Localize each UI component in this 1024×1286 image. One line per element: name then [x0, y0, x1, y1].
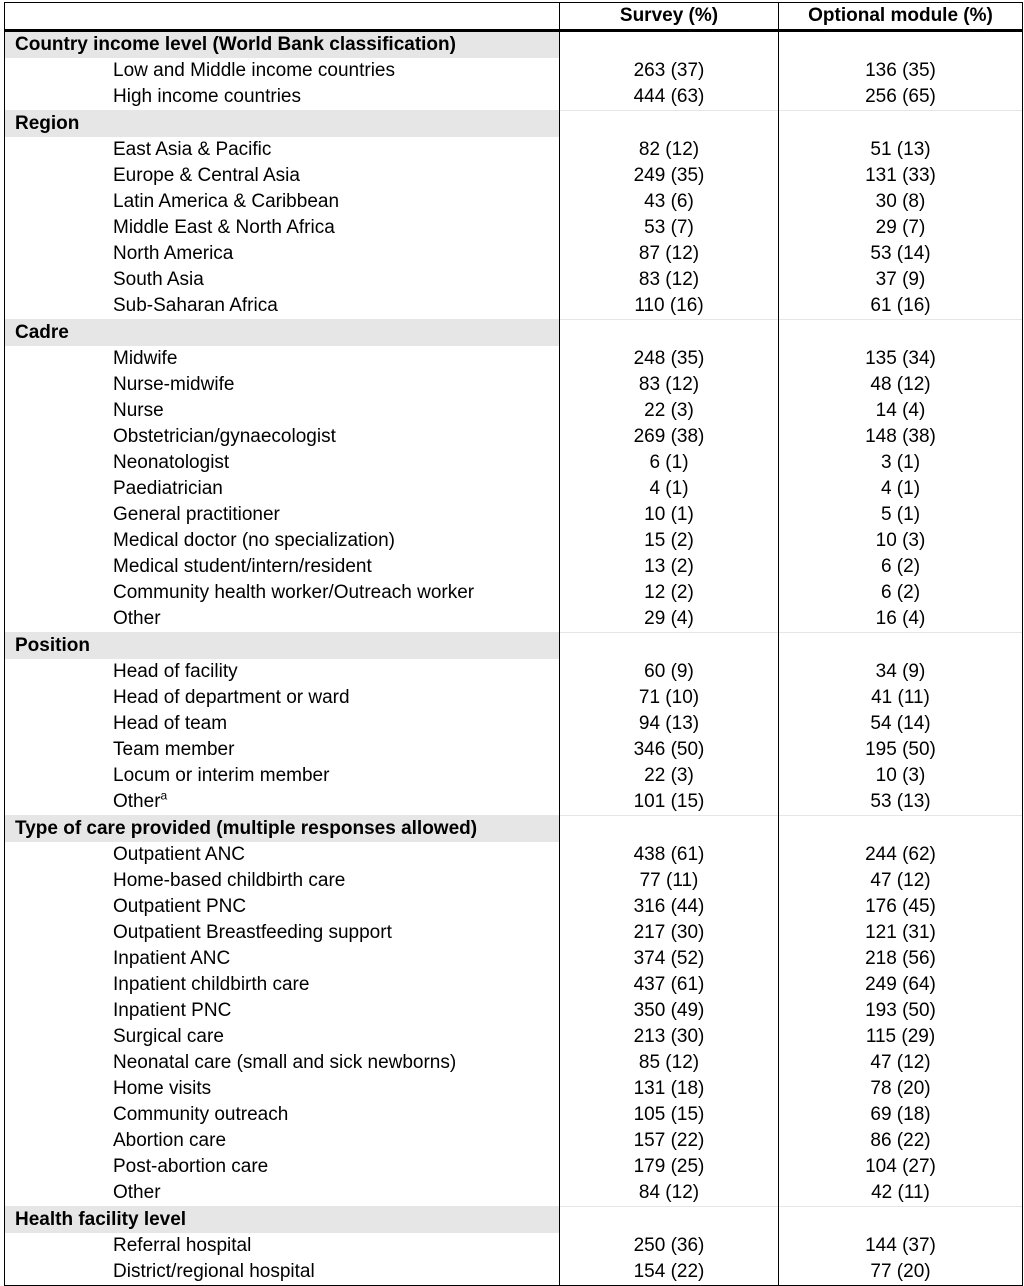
optional-module-value: 14 (4) — [779, 398, 1023, 424]
table-row — [5, 215, 1023, 241]
row-label: Outpatient ANC — [113, 844, 246, 865]
section-title: Type of care provided (multiple responses allowed) — [5, 816, 560, 843]
row-label: Abortion care — [113, 1130, 227, 1151]
row-label-cell — [5, 1076, 560, 1102]
table-row — [5, 1154, 1023, 1180]
row-label: Nurse — [113, 400, 164, 421]
section-header-row — [5, 111, 1023, 138]
header-survey: Survey (%) — [560, 3, 779, 31]
survey-value: 157 (22) — [560, 1128, 779, 1154]
row-label: Neonatal care (small and sick newborns) — [113, 1052, 457, 1073]
row-label-cell — [5, 424, 560, 450]
table-row — [5, 763, 1023, 789]
row-label: Neonatologist — [113, 452, 230, 473]
row-label: Home-based childbirth care — [113, 870, 346, 891]
optional-module-value: 3 (1) — [779, 450, 1023, 476]
row-label-cell — [5, 346, 560, 372]
survey-value: 87 (12) — [560, 241, 779, 267]
section-header-row — [5, 1207, 1023, 1234]
table-row — [5, 685, 1023, 711]
table-row — [5, 1076, 1023, 1102]
optional-module-value: 104 (27) — [779, 1154, 1023, 1180]
optional-module-value: 249 (64) — [779, 972, 1023, 998]
table-row — [5, 737, 1023, 763]
optional-module-value: 144 (37) — [779, 1233, 1023, 1259]
optional-module-value: 51 (13) — [779, 137, 1023, 163]
row-label: Head of team — [113, 713, 228, 734]
table-body — [5, 31, 1023, 1286]
optional-module-value: 131 (33) — [779, 163, 1023, 189]
section-survey-cell — [560, 320, 779, 347]
row-label-cell — [5, 1050, 560, 1076]
footnote-marker: a — [160, 789, 168, 803]
optional-module-value: 10 (3) — [779, 763, 1023, 789]
survey-value: 10 (1) — [560, 502, 779, 528]
optional-module-value: 136 (35) — [779, 58, 1023, 84]
row-label-cell — [5, 241, 560, 267]
survey-value: 6 (1) — [560, 450, 779, 476]
optional-module-value: 47 (12) — [779, 1050, 1023, 1076]
table-row — [5, 711, 1023, 737]
optional-module-value: 53 (14) — [779, 241, 1023, 267]
row-label: Latin America & Caribbean — [113, 191, 340, 212]
survey-value: 179 (25) — [560, 1154, 779, 1180]
table-row — [5, 476, 1023, 502]
row-label-cell — [5, 398, 560, 424]
survey-value: 84 (12) — [560, 1180, 779, 1207]
optional-module-value: 29 (7) — [779, 215, 1023, 241]
section-title: Position — [5, 633, 560, 660]
survey-value: 60 (9) — [560, 659, 779, 685]
survey-value: 22 (3) — [560, 398, 779, 424]
row-label: Sub-Saharan Africa — [113, 295, 278, 316]
section-survey-cell — [560, 1207, 779, 1234]
optional-module-value: 195 (50) — [779, 737, 1023, 763]
optional-module-value: 193 (50) — [779, 998, 1023, 1024]
survey-value: 105 (15) — [560, 1102, 779, 1128]
row-label-cell — [5, 894, 560, 920]
row-label: Middle East & North Africa — [113, 217, 335, 238]
optional-module-value: 42 (11) — [779, 1180, 1023, 1207]
optional-module-value: 54 (14) — [779, 711, 1023, 737]
table-row — [5, 920, 1023, 946]
row-label: Low and Middle income countries — [113, 60, 395, 81]
section-header-row — [5, 816, 1023, 843]
row-label-cell — [5, 372, 560, 398]
row-label-cell — [5, 711, 560, 737]
optional-module-value: 10 (3) — [779, 528, 1023, 554]
row-label-cell — [5, 554, 560, 580]
row-label: Obstetrician/gynaecologist — [113, 426, 336, 447]
table-row — [5, 580, 1023, 606]
table-row — [5, 1233, 1023, 1259]
survey-value: 13 (2) — [560, 554, 779, 580]
optional-module-value: 176 (45) — [779, 894, 1023, 920]
row-label: Nurse-midwife — [113, 374, 235, 395]
survey-value: 15 (2) — [560, 528, 779, 554]
optional-module-value: 4 (1) — [779, 476, 1023, 502]
section-header-row — [5, 633, 1023, 660]
row-label-cell — [5, 1259, 560, 1286]
section-module-cell — [779, 633, 1023, 660]
table-row — [5, 1259, 1023, 1286]
table-row — [5, 424, 1023, 450]
row-label: Community health worker/Outreach worker — [113, 582, 475, 603]
row-label-cell — [5, 84, 560, 111]
table-row — [5, 659, 1023, 685]
section-title: Cadre — [5, 320, 560, 347]
table-row — [5, 398, 1023, 424]
row-label: High income countries — [113, 86, 301, 107]
table-row — [5, 372, 1023, 398]
survey-value: 71 (10) — [560, 685, 779, 711]
table-row — [5, 868, 1023, 894]
row-label: Inpatient childbirth care — [113, 974, 310, 995]
survey-value: 94 (13) — [560, 711, 779, 737]
survey-value: 248 (35) — [560, 346, 779, 372]
section-title: Region — [5, 111, 560, 138]
section-title: Health facility level — [5, 1207, 560, 1234]
optional-module-value: 6 (2) — [779, 580, 1023, 606]
row-label: South Asia — [113, 269, 204, 290]
row-label-cell — [5, 137, 560, 163]
survey-value: 131 (18) — [560, 1076, 779, 1102]
survey-value: 250 (36) — [560, 1233, 779, 1259]
row-label: Locum or interim member — [113, 765, 330, 786]
row-label-cell — [5, 972, 560, 998]
table-row — [5, 1180, 1023, 1207]
survey-value: 22 (3) — [560, 763, 779, 789]
table-row — [5, 137, 1023, 163]
optional-module-value: 244 (62) — [779, 842, 1023, 868]
table-row — [5, 163, 1023, 189]
survey-value: 350 (49) — [560, 998, 779, 1024]
row-label-cell — [5, 763, 560, 789]
survey-value: 249 (35) — [560, 163, 779, 189]
row-label: Paediatrician — [113, 478, 223, 499]
section-module-cell — [779, 31, 1023, 59]
row-label: Surgical care — [113, 1026, 224, 1047]
table-row — [5, 946, 1023, 972]
table-row — [5, 1102, 1023, 1128]
table-row — [5, 241, 1023, 267]
optional-module-value: 86 (22) — [779, 1128, 1023, 1154]
row-label: General practitioner — [113, 504, 280, 525]
section-header-row — [5, 320, 1023, 347]
row-label-cell — [5, 842, 560, 868]
row-label-cell — [5, 476, 560, 502]
section-survey-cell — [560, 111, 779, 138]
optional-module-value: 47 (12) — [779, 868, 1023, 894]
row-label: Post-abortion care — [113, 1156, 269, 1177]
row-label-cell — [5, 1024, 560, 1050]
table-row — [5, 842, 1023, 868]
row-label: Europe & Central Asia — [113, 165, 300, 186]
row-label-cell — [5, 685, 560, 711]
row-label: North America — [113, 243, 234, 264]
survey-value: 444 (63) — [560, 84, 779, 111]
table-row — [5, 1024, 1023, 1050]
table-row — [5, 267, 1023, 293]
optional-module-value: 53 (13) — [779, 789, 1023, 816]
row-label-cell — [5, 868, 560, 894]
row-label-cell — [5, 293, 560, 320]
section-module-cell — [779, 111, 1023, 138]
row-label: Other — [113, 608, 161, 629]
table-row — [5, 554, 1023, 580]
table-row — [5, 346, 1023, 372]
table-row — [5, 1128, 1023, 1154]
row-label-cell — [5, 502, 560, 528]
optional-module-value: 5 (1) — [779, 502, 1023, 528]
table-header — [5, 3, 1023, 31]
row-label: Other — [113, 791, 161, 812]
optional-module-value: 34 (9) — [779, 659, 1023, 685]
row-label: Referral hospital — [113, 1235, 252, 1256]
section-survey-cell — [560, 633, 779, 660]
table-row — [5, 293, 1023, 320]
optional-module-value: 256 (65) — [779, 84, 1023, 111]
optional-module-value: 37 (9) — [779, 267, 1023, 293]
section-module-cell — [779, 816, 1023, 843]
row-label: Outpatient Breastfeeding support — [113, 922, 392, 943]
row-label-cell — [5, 189, 560, 215]
table-row — [5, 189, 1023, 215]
table-row — [5, 84, 1023, 111]
survey-value: 374 (52) — [560, 946, 779, 972]
survey-value: 83 (12) — [560, 372, 779, 398]
section-module-cell — [779, 320, 1023, 347]
survey-value: 346 (50) — [560, 737, 779, 763]
survey-value: 77 (11) — [560, 868, 779, 894]
table-row — [5, 58, 1023, 84]
survey-value: 4 (1) — [560, 476, 779, 502]
row-label: Head of facility — [113, 661, 238, 682]
table-row — [5, 606, 1023, 633]
row-label-cell — [5, 659, 560, 685]
row-label: Inpatient ANC — [113, 948, 231, 969]
row-label-cell — [5, 1102, 560, 1128]
row-label: Outpatient PNC — [113, 896, 247, 917]
survey-value: 43 (6) — [560, 189, 779, 215]
row-label: Team member — [113, 739, 235, 760]
row-label: East Asia & Pacific — [113, 139, 272, 160]
row-label: Medical student/intern/resident — [113, 556, 372, 577]
optional-module-value: 135 (34) — [779, 346, 1023, 372]
survey-value: 83 (12) — [560, 267, 779, 293]
optional-module-value: 115 (29) — [779, 1024, 1023, 1050]
row-label-cell — [5, 163, 560, 189]
survey-value: 269 (38) — [560, 424, 779, 450]
row-label-cell — [5, 998, 560, 1024]
row-label-cell — [5, 1233, 560, 1259]
survey-value: 316 (44) — [560, 894, 779, 920]
header-blank — [5, 3, 560, 31]
survey-value: 437 (61) — [560, 972, 779, 998]
row-label: Head of department or ward — [113, 687, 350, 708]
row-label: Medical doctor (no specialization) — [113, 530, 395, 551]
survey-value: 29 (4) — [560, 606, 779, 633]
optional-module-value: 16 (4) — [779, 606, 1023, 633]
section-survey-cell — [560, 31, 779, 59]
optional-module-value: 69 (18) — [779, 1102, 1023, 1128]
table-row — [5, 1050, 1023, 1076]
row-label-cell — [5, 920, 560, 946]
row-label: District/regional hospital — [113, 1261, 315, 1282]
survey-value: 263 (37) — [560, 58, 779, 84]
optional-module-value: 41 (11) — [779, 685, 1023, 711]
row-label-cell — [5, 789, 560, 816]
survey-value: 12 (2) — [560, 580, 779, 606]
row-label-cell — [5, 737, 560, 763]
table-row — [5, 528, 1023, 554]
survey-value: 213 (30) — [560, 1024, 779, 1050]
optional-module-value: 218 (56) — [779, 946, 1023, 972]
row-label-cell — [5, 1180, 560, 1207]
survey-value: 110 (16) — [560, 293, 779, 320]
row-label-cell — [5, 946, 560, 972]
row-label: Inpatient PNC — [113, 1000, 232, 1021]
table-row — [5, 789, 1023, 816]
optional-module-value: 148 (38) — [779, 424, 1023, 450]
table-row — [5, 450, 1023, 476]
optional-module-value: 48 (12) — [779, 372, 1023, 398]
table-row — [5, 972, 1023, 998]
row-label: Home visits — [113, 1078, 212, 1099]
section-title: Country income level (World Bank classification) — [5, 31, 560, 59]
section-header-row — [5, 31, 1023, 59]
row-label-cell — [5, 267, 560, 293]
row-label-cell — [5, 1154, 560, 1180]
row-label-cell — [5, 215, 560, 241]
section-module-cell — [779, 1207, 1023, 1234]
header-optional-module: Optional module (%) — [779, 3, 1023, 31]
row-label-cell — [5, 580, 560, 606]
row-label-cell — [5, 606, 560, 633]
header-row — [5, 3, 1023, 31]
survey-value: 101 (15) — [560, 789, 779, 816]
demographics-table — [4, 2, 1023, 1286]
survey-value: 82 (12) — [560, 137, 779, 163]
optional-module-value: 61 (16) — [779, 293, 1023, 320]
optional-module-value: 6 (2) — [779, 554, 1023, 580]
survey-value: 217 (30) — [560, 920, 779, 946]
table-row — [5, 502, 1023, 528]
row-label-cell — [5, 58, 560, 84]
optional-module-value: 77 (20) — [779, 1259, 1023, 1286]
survey-value: 438 (61) — [560, 842, 779, 868]
section-survey-cell — [560, 816, 779, 843]
row-label-cell — [5, 528, 560, 554]
survey-value: 53 (7) — [560, 215, 779, 241]
row-label-cell — [5, 450, 560, 476]
optional-module-value: 121 (31) — [779, 920, 1023, 946]
table-row — [5, 894, 1023, 920]
row-label: Other — [113, 1182, 161, 1203]
survey-value: 154 (22) — [560, 1259, 779, 1286]
survey-value: 85 (12) — [560, 1050, 779, 1076]
table-row — [5, 998, 1023, 1024]
row-label: Community outreach — [113, 1104, 289, 1125]
row-label: Midwife — [113, 348, 178, 369]
optional-module-value: 78 (20) — [779, 1076, 1023, 1102]
optional-module-value: 30 (8) — [779, 189, 1023, 215]
row-label-cell — [5, 1128, 560, 1154]
